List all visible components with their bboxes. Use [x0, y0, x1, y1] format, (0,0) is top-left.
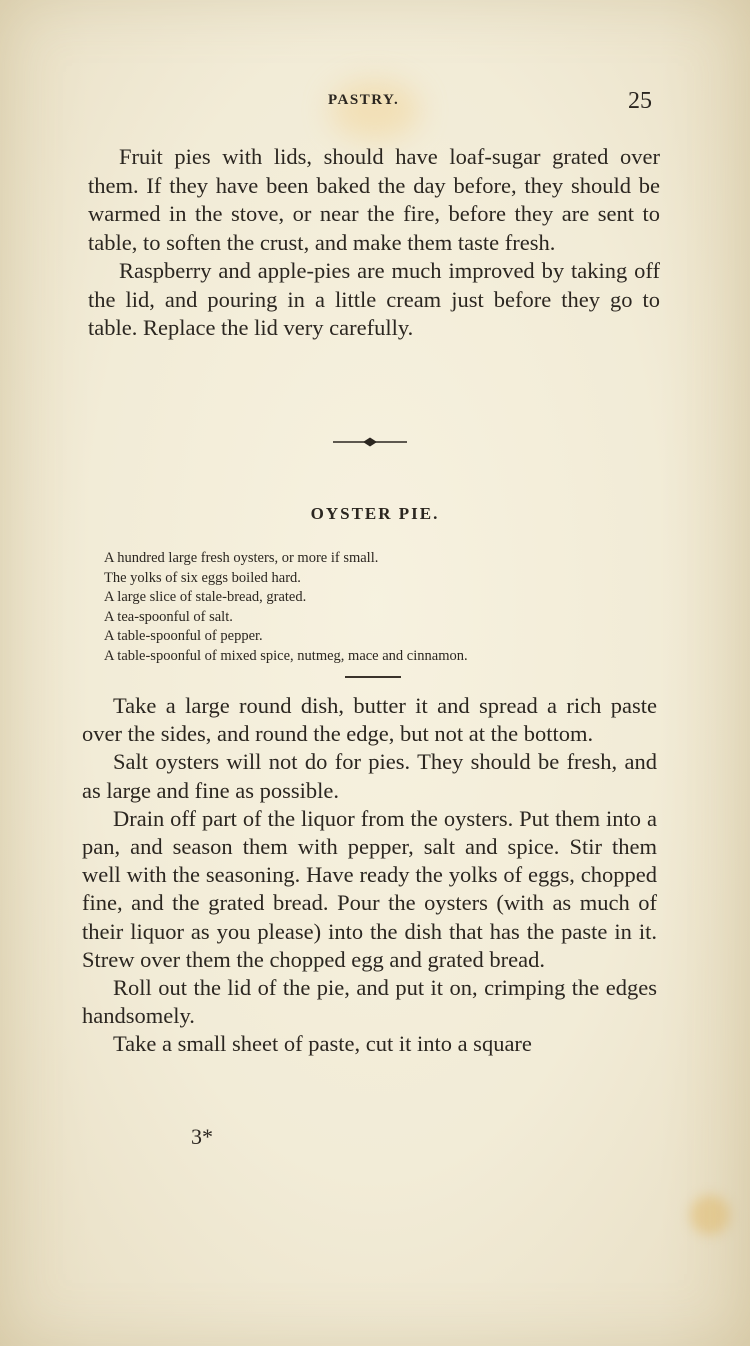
paragraph: Salt oysters will not do for pies. They should be fresh, and as large and fine as possible.: [82, 749, 657, 803]
list-item: A large slice of stale-bread, grated.: [104, 589, 307, 605]
signature-mark: 3*: [191, 1124, 213, 1149]
list-item: A table-spoonful of pepper.: [104, 628, 263, 644]
section-title: OYSTER PIE.: [310, 504, 440, 523]
paragraph: Take a large round dish, butter it and spread a rich paste over the sides, and round the edge, but not at the bottom.: [82, 693, 657, 747]
running-head: PASTRY.: [328, 92, 400, 108]
paragraph: Roll out the lid of the pie, and put it on, crimping the edges handsomely.: [82, 975, 657, 1029]
paragraph: Fruit pies with lids, should have loaf-sugar grated over them. If they have been baked the day before, they should be warmed in the stove, or near the fire, before they are sent to table, to soften the crust, and make them taste fresh.: [88, 144, 660, 255]
page-header: [0, 88, 750, 118]
list-item: A hundred large fresh oysters, or more if small.: [104, 550, 379, 566]
list-item: The yolks of six eggs boiled hard.: [104, 569, 301, 586]
paragraph: Raspberry and apple-pies are much improved by taking off the lid, and pouring in a little cream just before they go to table. Replace the lid very carefully.: [88, 258, 660, 340]
list-item: A table-spoonful of mixed spice, nutmeg, mace and cinnamon.: [104, 647, 468, 664]
paragraph: Take a small sheet of paste, cut it into a square: [113, 1031, 532, 1057]
ingredient-list: [104, 549, 674, 666]
section-rule: [345, 676, 401, 678]
page-number: 25: [628, 88, 652, 114]
ornament-divider: [333, 434, 407, 450]
paragraph: Drain off part of the liquor from the oysters. Put them into a pan, and season them with pepper, salt and spice. Stir them well with the seasoning. Have ready the yolks of eggs, chopped fine, and the grated bread. Pour the oysters (with as much of their liquor as you please) into the dish that has the paste in it. Strew over them the chopped egg and grated bread.: [82, 805, 657, 972]
intro-text: [88, 143, 660, 343]
method-text: [82, 692, 657, 1059]
list-item: A tea-spoonful of salt.: [104, 608, 233, 625]
paper-stain: [690, 1195, 730, 1235]
